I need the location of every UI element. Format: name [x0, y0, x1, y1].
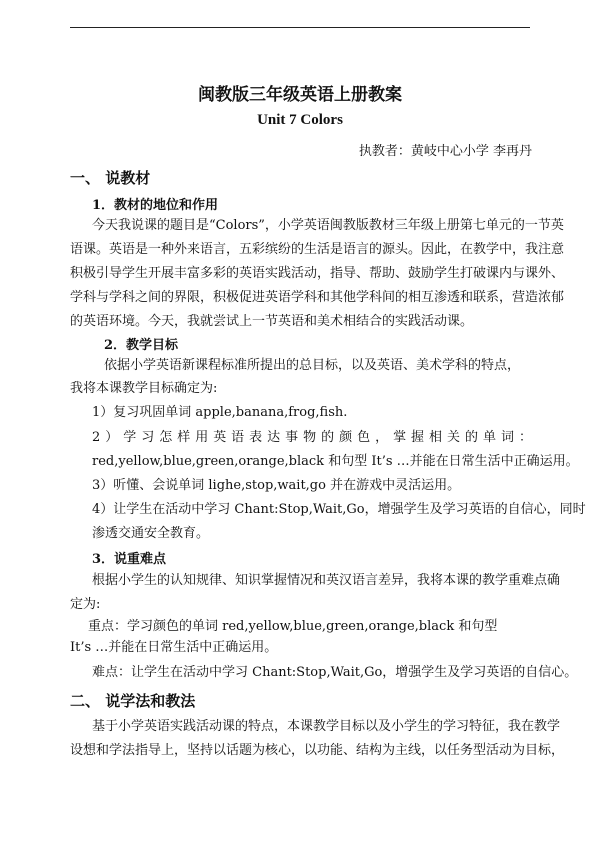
document-title: 闽教版三年级英语上册教案	[198, 85, 402, 105]
paragraph-line: 语课。英语是一种外来语言，五彩缤纷的生活是语言的源头。因此，在教学中，我注意	[70, 242, 565, 257]
paragraph-line: 依据小学英语新课程标准所提出的总目标，以及英语、美术学科的特点，	[104, 358, 521, 373]
paragraph-line: 根据小学生的认知规律、知识掌握情况和英汉语言差异，我将本课的教学重难点确	[92, 573, 561, 588]
goal-item: 4）让学生在活动中学习 Chant:Stop,Wait,Go，增强学生及学习英语的自信心，同时	[92, 502, 586, 517]
paragraph-line: 基于小学英语实践活动课的特点，本课教学目标以及小学生的学习特征，我在教学	[92, 719, 561, 734]
subsection-heading-2: 2．教学目标	[104, 338, 179, 353]
header-rule	[70, 27, 530, 28]
goal-item-continued: red,yellow,blue,green,orange,black 和句型 It’s …并能在日常生活中正确运用。	[92, 454, 579, 469]
goal-item: 2）学习怎样用英语表达事物的颜色，掌握相关的单词：	[92, 430, 532, 445]
key-point: 重点：学习颜色的单词 red,yellow,blue,green,orange,black 和句型	[88, 619, 498, 634]
key-point-continued: It’s …并能在日常生活中正确运用。	[70, 640, 278, 655]
paragraph-line: 设想和学法指导上，坚持以话题为核心，以功能、结构为主线，以任务型活动为目标，	[70, 743, 565, 758]
goal-item: 3）听懂、会说单词 lighe,stop,wait,go 并在游戏中灵活运用。	[92, 478, 461, 493]
paragraph-line: 我将本课教学目标确定为:	[70, 381, 218, 396]
paragraph-line: 积极引导学生开展丰富多彩的英语实践活动，指导、帮助、鼓励学生打破课内与课外、	[70, 266, 565, 281]
unit-title: Unit 7 Colors	[257, 112, 343, 128]
paragraph-line: 的英语环境。今天，我就尝试上一节英语和美术相结合的实践活动课。	[70, 314, 474, 329]
difficult-point: 难点：让学生在活动中学习 Chant:Stop,Wait,Go，增强学生及学习英语的自信心。	[92, 665, 578, 680]
subsection-heading-3: 3．说重难点	[92, 552, 167, 567]
subsection-heading-1: 1．教材的地位和作用	[92, 198, 219, 213]
goal-item: 1）复习巩固单词 apple,banana,frog,fish.	[92, 405, 348, 420]
author-line: 执教者：黄岐中心小学 李再丹	[358, 144, 532, 159]
section-heading-1: 一、 说教材	[70, 169, 151, 187]
goal-item-continued: 渗透交通安全教育。	[92, 526, 210, 541]
paragraph-line: 今天我说课的题目是“Colors”，小学英语闽教版教材三年级上册第七单元的一节英	[92, 218, 564, 233]
paragraph-line: 定为:	[70, 597, 101, 612]
paragraph-line: 学科与学科之间的界限，积极促进英语学科和其他学科间的相互渗透和联系，营造浓郁	[70, 290, 565, 305]
section-heading-2: 二、 说学法和教法	[70, 692, 196, 710]
